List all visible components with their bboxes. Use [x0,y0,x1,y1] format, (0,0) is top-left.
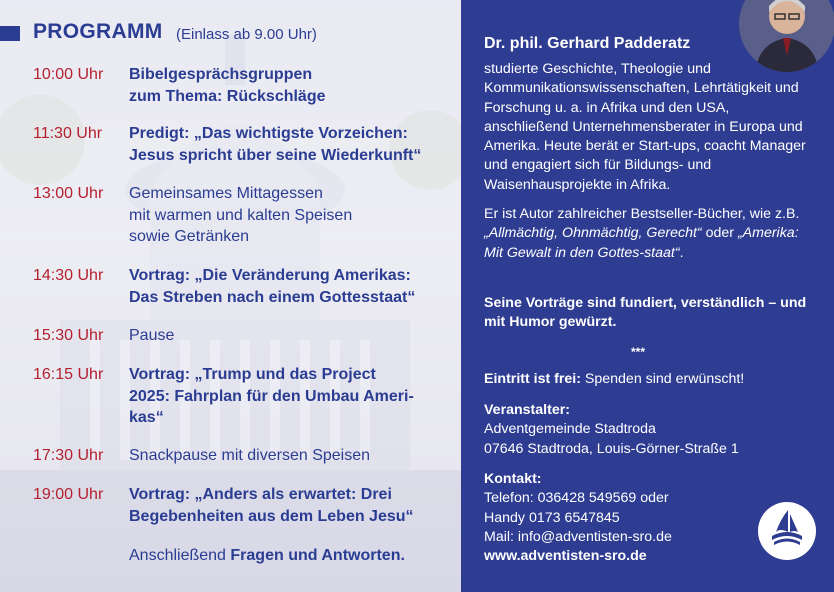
contact-email[interactable]: Mail: info@adventisten-sro.de [484,528,672,545]
description-line: Begebenheiten aus dem Leben Jesu“ [129,507,414,525]
description-line: Pause [129,327,175,344]
organizer-block [484,401,814,459]
description-line: Vortrag: „Anders als erwartet: Drei [129,486,392,503]
description-line: kas“ [129,409,164,426]
contact-label: Kontakt: [484,471,542,487]
separator-stars: *** [631,345,646,359]
info-panel [461,0,834,592]
book-title: „Amerika: Mit Gewalt in den Gottes-staat“ [484,225,799,261]
description-line: Snackpause mit diversen Speisen [129,447,371,464]
description-line: Vortrag: „Trump und das Project [129,366,376,383]
description-line: Jesus spricht über seine Wiederkunft“ [129,146,422,164]
website-link[interactable]: www.adventisten-sro.de [484,548,647,565]
organizer-label: Veranstalter: [484,402,570,418]
books-or: oder [705,225,734,242]
organizer-line: Adventgemeinde Stadtroda [484,421,656,438]
closing-prefix: Anschließend [129,547,226,564]
title-accent-bar [0,26,20,41]
speaker-books [484,205,814,263]
closing-note [129,545,405,566]
speaker-bio: studierte Geschichte, Theologie und Kommunikationswissenschaften, Lehrtätigkeit und Forschung u. a. in Afrika und den USA, anschließend Unternehmensberater in Europa und Amerika. Heute berät er Start-ups, coacht Manager und engagiert sich für Bildungs- und Waisenhausprojekte in Afrika. [484,61,806,193]
program-subtitle: (Einlass ab 9.00 Uhr) [176,26,317,43]
program-title: PROGRAMM [33,20,163,43]
closing-highlight: Fragen und Antworten. [230,547,405,564]
program-time: 17:30 Uhr [33,447,104,464]
entry-label: Eintritt ist frei: [484,371,581,387]
program-time: 11:30 Uhr [33,125,103,142]
program-description [129,484,439,527]
books-end: . [679,244,684,261]
description-line: Das Streben nach einem Gottesstaat“ [129,288,416,306]
description-line: sowie Getränken [129,228,250,245]
organizer-line: 07646 Stadtroda, Louis-Görner-Straße 1 [484,440,739,457]
speaker-tagline: Seine Vorträge sind fundiert, verständlich – und mit Humor gewürzt. [484,295,807,331]
adventist-logo [758,502,816,560]
program-description [129,445,439,467]
speaker-name: Dr. phil. Gerhard Padderatz [484,35,691,52]
contact-phone: Telefon: 036428 549569 oder [484,490,669,507]
program-description [129,265,439,308]
book-title: „Allmächtig, Ohnmächtig, Gerecht“ [484,225,702,242]
program-description [129,325,439,347]
program-time: 15:30 Uhr [33,327,104,344]
program-time: 16:15 Uhr [33,366,104,383]
description-line: mit warmen und kalten Speisen [129,206,353,224]
description-line: 2025: Fahrplan für den Umbau Ameri- [129,387,414,405]
books-intro: Er ist Autor zahlreicher Bestseller-Bücher, wie z.B. [484,206,800,222]
entry-text: Spenden sind erwünscht! [584,371,745,387]
description-line: Predigt: „Das wichtigste Vorzeichen: [129,125,408,142]
program-time: 13:00 Uhr [33,185,104,202]
program-time: 19:00 Uhr [33,486,104,503]
description-line: Gemeinsames Mittagessen [129,185,323,202]
program-description [129,123,439,166]
description-line: Vortrag: „Die Veränderung Amerikas: [129,267,411,284]
program-description [129,64,439,107]
description-line: zum Thema: Rückschläge [129,87,326,105]
program-time: 14:30 Uhr [33,267,104,284]
program-description [129,364,439,429]
program-description [129,183,439,248]
program-time: 10:00 Uhr [33,66,104,83]
description-line: Bibelgesprächsgruppen [129,66,313,83]
entry-info [484,370,814,389]
contact-mobile: Handy 0173 6547845 [484,509,620,526]
